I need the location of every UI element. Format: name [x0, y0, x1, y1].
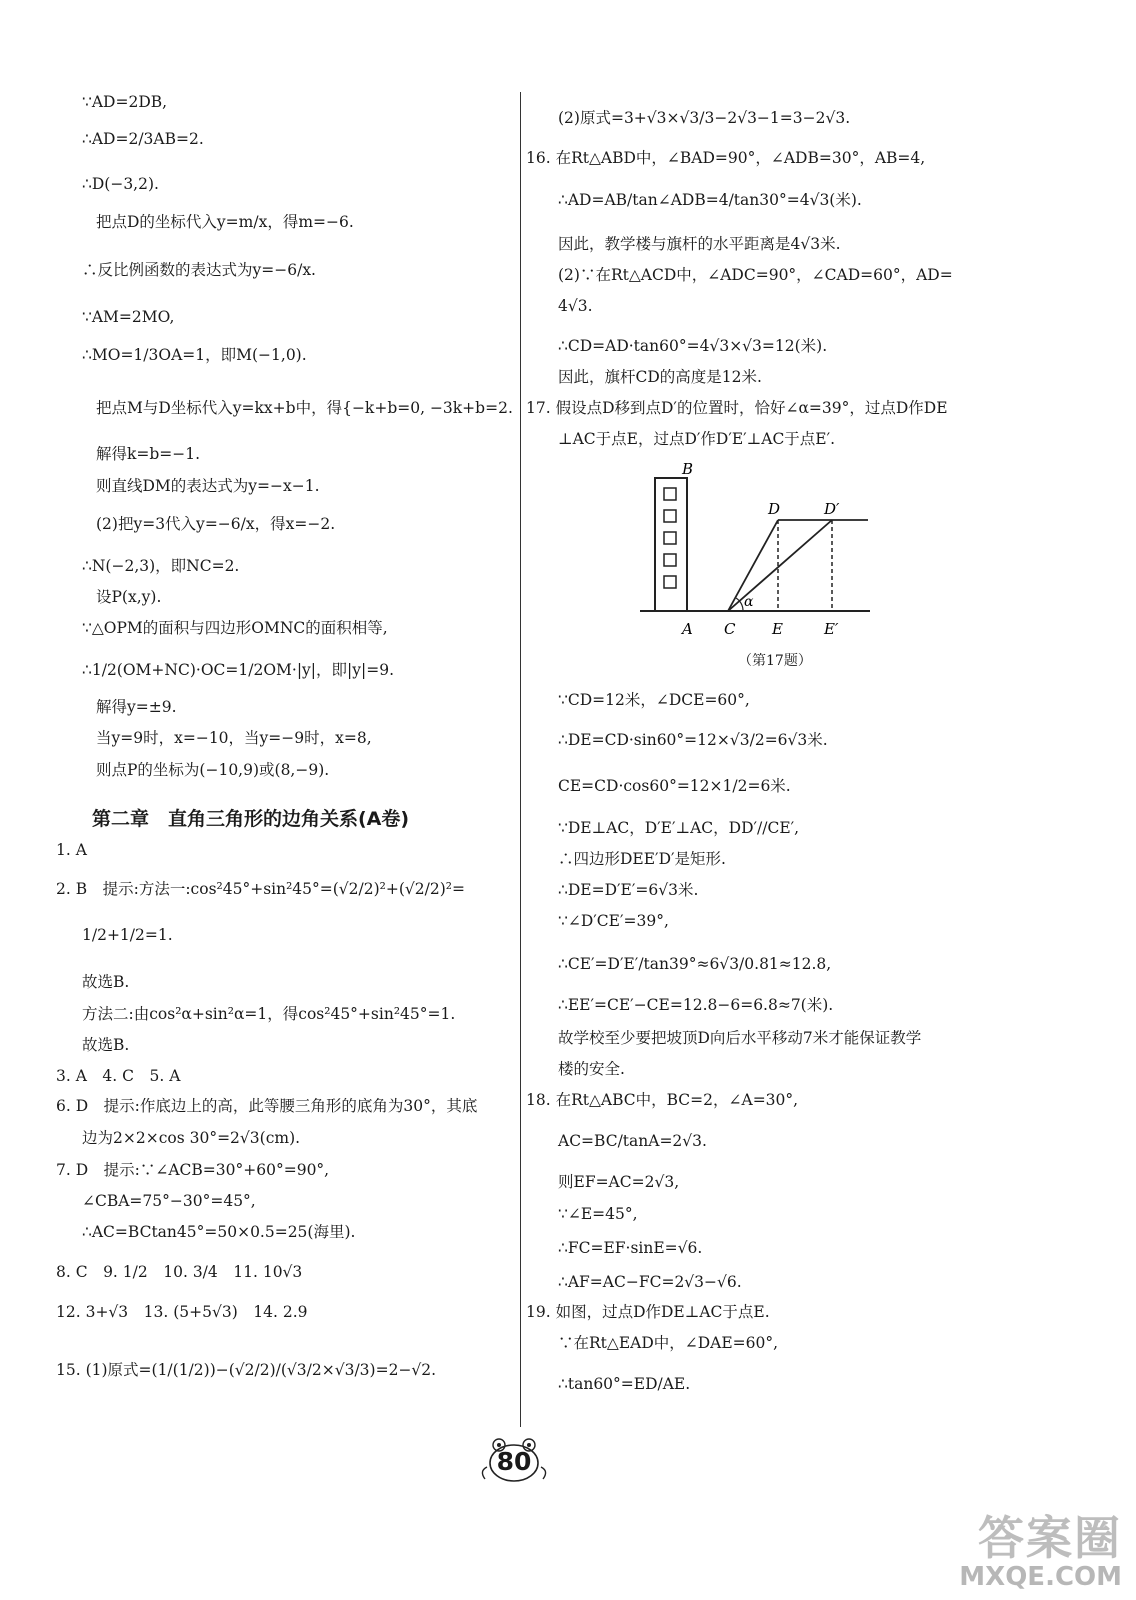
label-c: C: [724, 620, 736, 638]
window: [664, 532, 676, 544]
text-line: ∴MO=1/3OA=1，即M(−1,0).: [82, 346, 307, 364]
answer-line: 方法二:由cos²α+sin²α=1，得cos²45°+sin²45°=1.: [82, 1005, 456, 1023]
answer-line: 1. A: [56, 841, 87, 859]
label-e: E: [772, 620, 783, 638]
text-line: 因此，旗杆CD的高度是12米.: [558, 368, 762, 386]
text-line: ∴FC=EF·sinE=√6.: [558, 1239, 703, 1257]
text-line: ∴DE=CD·sin60°=12×√3/2=6√3米.: [558, 731, 828, 749]
answer-line: 3. A 4. C 5. A: [56, 1067, 181, 1085]
watermark-top-text: 答案圈: [978, 1511, 1122, 1565]
text-line: ∴反比例函数的表达式为y=−6/x.: [82, 261, 316, 279]
text-line: 18. 在Rt△ABC中，BC=2，∠A=30°,: [526, 1091, 799, 1109]
label-d: D: [768, 500, 781, 518]
text-line: ∴CD=AD·tan60°=4√3×√3=12(米).: [558, 337, 828, 355]
text-line: ∵∠E=45°,: [558, 1205, 638, 1223]
answer-line: ∠CBA=75°−30°=45°,: [82, 1192, 256, 1210]
answer-line: 故选B.: [82, 973, 130, 991]
text-line: 4√3.: [558, 297, 593, 315]
label-e-prime: E′: [824, 620, 839, 638]
text-line: 把点D的坐标代入y=m/x，得m=−6.: [96, 213, 354, 231]
answer-line: 15. (1)原式=(1/(1/2))−(√2/2)/(√3/2×√3/3)=2−√2.: [56, 1361, 437, 1379]
page-number-badge: [477, 1437, 551, 1485]
text-line: ∴四边形DEE′D′是矩形.: [558, 850, 726, 868]
text-line: ∵在Rt△EAD中，∠DAE=60°,: [558, 1334, 779, 1352]
answer-line: 12. 3+√3 13. (5+5√3) 14. 2.9: [56, 1303, 308, 1321]
text-line: ∵△OPM的面积与四边形OMNC的面积相等,: [82, 619, 388, 637]
figure-caption: （第17题）: [738, 653, 812, 669]
text-line: ∴N(−2,3)，即NC=2.: [82, 557, 240, 575]
text-line: ⊥AC于点E，过点D′作D′E′⊥AC于点E′.: [558, 430, 836, 448]
label-alpha: α: [744, 594, 754, 610]
text-line: 16. 在Rt△ABD中，∠BAD=90°，∠ADB=30°，AB=4,: [526, 149, 926, 167]
text-line: 17. 假设点D移到点D′的位置时，恰好∠α=39°，过点D作DE: [526, 399, 948, 417]
label-a: A: [682, 620, 693, 638]
text-line: ∴tan60°=ED/AE.: [558, 1375, 691, 1393]
text-line: ∴AF=AC−FC=2√3−√6.: [558, 1273, 742, 1291]
text-line: 楼的安全.: [558, 1060, 625, 1078]
column-divider: [520, 92, 521, 1427]
text-line: ∴1/2(OM+NC)·OC=1/2OM·|y|，即|y|=9.: [82, 661, 394, 679]
text-line: 则EF=AC=2√3,: [558, 1173, 680, 1191]
chapter-title: 第二章 直角三角形的边角关系(A卷): [92, 808, 410, 830]
answer-line: 2. B 提示:方法一:cos²45°+sin²45°=(√2/2)²+(√2/2)²=: [56, 880, 465, 898]
text-line: ∵∠D′CE′=39°,: [558, 912, 669, 930]
text-line: 因此，教学楼与旗杆的水平距离是4√3米.: [558, 235, 841, 253]
label-b: B: [682, 460, 694, 478]
answer-line: 边为2×2×cos 30°=2√3(cm).: [82, 1129, 301, 1147]
text-line: 解得k=b=−1.: [96, 445, 201, 463]
text-line: (2)把y=3代入y=−6/x，得x=−2.: [96, 515, 336, 533]
text-line: ∵AD=2DB,: [82, 93, 168, 111]
text-line: 19. 如图，过点D作DE⊥AC于点E.: [526, 1303, 770, 1321]
text-line: 把点M与D坐标代入y=kx+b中，得{−k+b=0, −3k+b=2.: [96, 399, 513, 417]
text-line: ∵DE⊥AC，D′E′⊥AC，DD′//CE′,: [558, 819, 800, 837]
answer-line: 6. D 提示:作底边上的高，此等腰三角形的底角为30°，其底: [56, 1097, 478, 1115]
problem-17-figure: [640, 458, 880, 648]
text-line: ∵AM=2MO,: [82, 308, 175, 326]
text-line: ∵CD=12米，∠DCE=60°,: [558, 691, 750, 709]
text-line: 当y=9时，x=−10，当y=−9时，x=8,: [96, 729, 372, 747]
answer-line: ∴AC=BCtan45°=50×0.5=25(海里).: [82, 1223, 356, 1241]
window: [664, 554, 676, 566]
text-line: ∴DE=D′E′=6√3米.: [558, 881, 699, 899]
text-line: AC=BC/tanA=2√3.: [558, 1132, 707, 1150]
text-line: 故学校至少要把坡顶D向后水平移动7米才能保证教学: [558, 1029, 922, 1047]
window: [664, 488, 676, 500]
text-line: 则直线DM的表达式为y=−x−1.: [96, 477, 320, 495]
text-line: (2)原式=3+√3×√3/3−2√3−1=3−2√3.: [558, 109, 851, 127]
answer-line: 故选B.: [82, 1036, 130, 1054]
answer-line: 7. D 提示:∵∠ACB=30°+60°=90°,: [56, 1161, 330, 1179]
text-line: ∴D(−3,2).: [82, 175, 159, 193]
text-line: ∴CE′=D′E′/tan39°≈6√3/0.81≈12.8,: [558, 955, 832, 973]
label-d-prime: D′: [824, 500, 840, 518]
text-line: 解得y=±9.: [96, 698, 177, 716]
text-line: ∴EE′=CE′−CE=12.8−6=6.8≈7(米).: [558, 996, 834, 1014]
watermark-logo: [959, 1502, 1122, 1592]
text-line: CE=CD·cos60°=12×1/2=6米.: [558, 777, 791, 795]
text-line: 设P(x,y).: [96, 588, 162, 606]
text-line: (2)∵在Rt△ACD中，∠ADC=90°，∠CAD=60°，AD=: [558, 266, 953, 284]
window: [664, 576, 676, 588]
page-number: 80: [496, 1446, 532, 1476]
text-line: 则点P的坐标为(−10,9)或(8,−9).: [96, 761, 330, 779]
answer-line: 8. C 9. 1/2 10. 3/4 11. 10√3: [56, 1263, 303, 1281]
text-line: ∴AD=AB/tan∠ADB=4/tan30°=4√3(米).: [558, 191, 862, 209]
window: [664, 510, 676, 522]
watermark-url: MXQE.COM: [959, 1562, 1122, 1592]
answer-line: 1/2+1/2=1.: [82, 926, 173, 944]
text-line: ∴AD=2/3AB=2.: [82, 130, 204, 148]
